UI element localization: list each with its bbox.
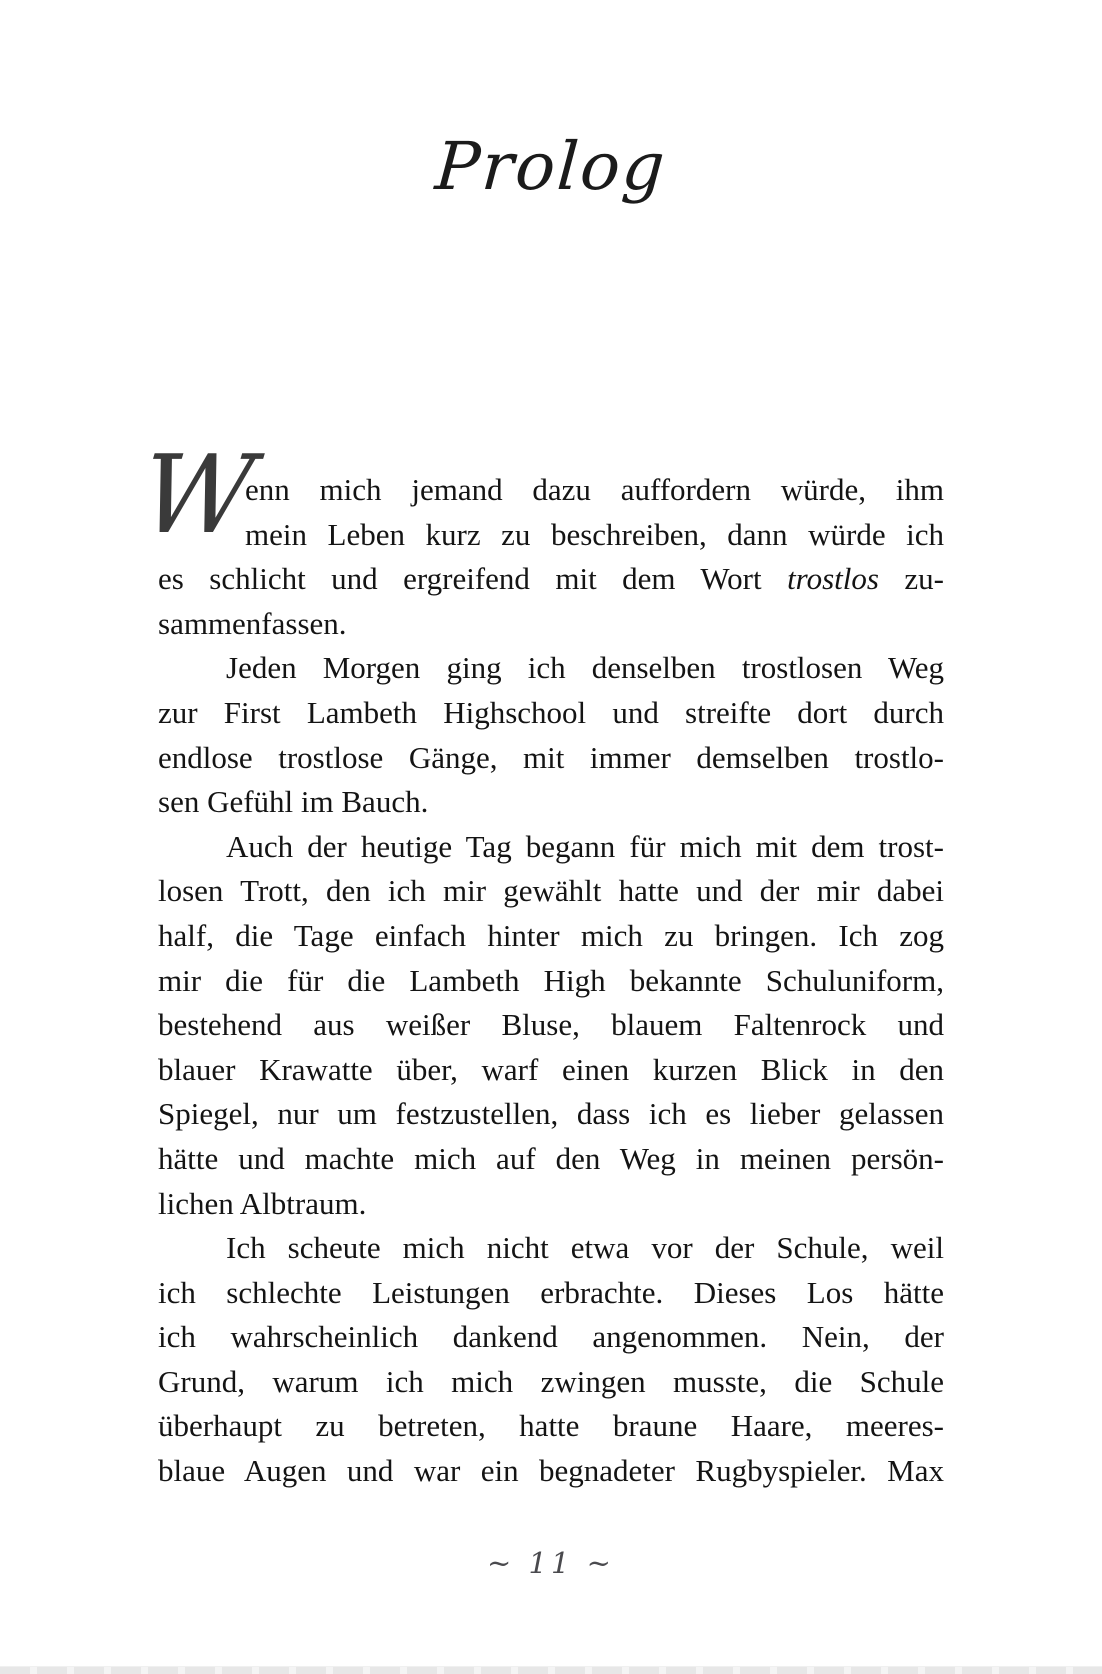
text-line: überhaupt zu betreten, hatte braune Haare, meeres- <box>158 1408 944 1444</box>
page-bottom-edge <box>0 1666 1102 1674</box>
text-segment: zu- <box>878 561 944 597</box>
text-line: endlose trostlose Gänge, mit immer demselben trostlo- <box>158 739 944 775</box>
text-line: mein Leben kurz zu beschreiben, dann würde ich <box>245 516 944 552</box>
text-line: Ich scheute mich nicht etwa vor der Schule, weil <box>226 1230 944 1266</box>
chapter-title: Prolog <box>432 128 670 205</box>
text-line: sammenfassen. <box>158 605 347 641</box>
paragraph-2 <box>158 646 944 824</box>
text-line <box>158 557 944 602</box>
paragraph-1 <box>135 433 944 646</box>
text-line: mir die für die Lambeth High bekannte Schuluniform, <box>158 962 944 998</box>
text-line: lichen Albtraum. <box>158 1185 367 1221</box>
body-text-block <box>135 433 944 1494</box>
text-line: blauer Krawatte über, warf einen kurzen Blick in den <box>158 1051 944 1087</box>
text-line: Jeden Morgen ging ich denselben trostlosen Weg <box>226 650 944 686</box>
text-line: zur First Lambeth Highschool und streifte dort durch <box>158 694 944 730</box>
text-segment: es schlicht und ergreifend mit dem Wort <box>158 561 788 597</box>
text-line: Spiegel, nur um festzustellen, dass ich es lieber gelassen <box>158 1096 944 1132</box>
text-line: losen Trott, den ich mir gewählt hatte und der mir dabei <box>158 873 944 909</box>
paragraph-3 <box>158 825 944 1226</box>
text-line: half, die Tage einfach hinter mich zu bringen. Ich zog <box>158 917 944 953</box>
text-line: ich wahrscheinlich dankend angenommen. Nein, der <box>158 1319 944 1355</box>
text-line: Auch der heutige Tag begann für mich mit dem trost- <box>226 828 944 864</box>
paragraph-4 <box>158 1226 944 1494</box>
text-line: bestehend aus weißer Bluse, blauem Faltenrock und <box>158 1007 944 1043</box>
text-line: sen Gefühl im Bauch. <box>158 784 429 820</box>
text-line: enn mich jemand dazu auffordern würde, ihm <box>245 472 944 507</box>
text-line: Grund, warum ich mich zwingen musste, die Schule <box>158 1363 944 1399</box>
page-number: ~ 11 ~ <box>487 1546 615 1580</box>
text-line: blaue Augen und war ein begnadeter Rugbyspieler. Max <box>158 1453 944 1489</box>
drop-cap-letter: W <box>135 433 260 558</box>
text-line: ich schlechte Leistungen erbrachte. Dieses Los hätte <box>158 1274 944 1310</box>
text-line: hätte und machte mich auf den Weg in meinen persön- <box>158 1140 944 1176</box>
italic-word: trostlos <box>787 561 879 597</box>
